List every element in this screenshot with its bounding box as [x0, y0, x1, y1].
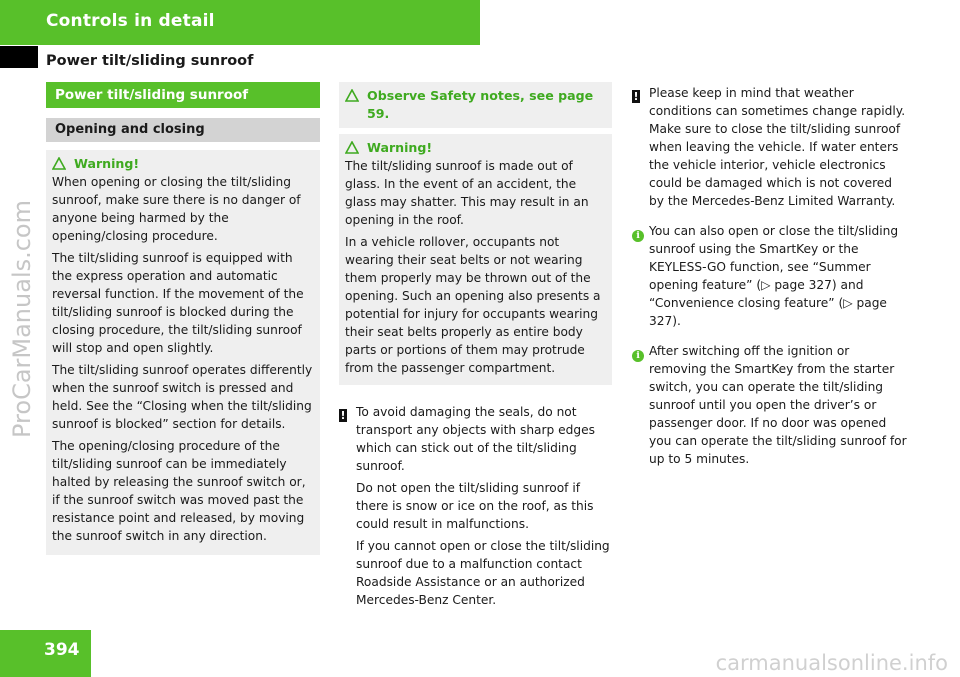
- footer-watermark: carmanualsonline.info: [715, 651, 948, 675]
- warning-paragraph: The opening/closing procedure of the tilt/sliding sunroof can be immediately halted by releasing the sunroof switch or, if the sunroof switch was moved past the resistance point and released, by moving the sunroof switch in any direction.: [52, 439, 306, 543]
- info-text: After switching off the ignition or removing the SmartKey from the starter switch, you can operate the tilt/sliding sunroof until you open the driver’s or passenger door. If no door was opened you can operate the tilt/sliding sunroof for up to 5 minutes.: [649, 344, 907, 466]
- warning-paragraph: When opening or closing the tilt/sliding sunroof, make sure there is no danger of anyone being harmed by the opening/closing procedure.: [52, 175, 301, 243]
- caution-note: [632, 84, 908, 210]
- exclamation-icon: !: [340, 409, 346, 422]
- caution-paragraph: If you cannot open or close the tilt/sliding sunroof due to a malfunction contact Roadside Assistance or an authorized Mercedes-Benz Center.: [356, 539, 610, 607]
- section-heading: Power tilt/sliding sunroof: [46, 82, 320, 108]
- header-tab-marker: [0, 46, 38, 68]
- warning-title: Warning!: [74, 156, 140, 171]
- warning-box: [339, 134, 612, 385]
- warning-box: [46, 150, 320, 555]
- info-text: You can also open or close the tilt/sliding sunroof using the SmartKey or the KEYLESS-GO function, see “Summer opening feature” (▷ page 327) and “Convenience closing feature” (▷ page 327).: [649, 224, 899, 328]
- safety-note-text: Observe Safety notes, see page 59.: [367, 88, 594, 121]
- warning-triangle-icon: [345, 89, 359, 102]
- caution-note: [339, 403, 612, 609]
- safety-note-row: [345, 87, 606, 123]
- right-column: [632, 84, 908, 468]
- warning-title: Warning!: [367, 140, 433, 155]
- page-subtitle: Power tilt/sliding sunroof: [46, 53, 254, 69]
- subsection-heading: Opening and closing: [46, 118, 320, 142]
- warning-paragraph: The tilt/sliding sunroof operates differently when the sunroof switch is pressed and held. See the “Closing when the tilt/sliding sunroof is blocked” section for details.: [52, 363, 313, 431]
- warning-triangle-icon: [345, 141, 359, 154]
- warning-paragraph: In a vehicle rollover, occupants not wearing their seat belts or not wearing them properly may be thrown out of the opening. Such an opening also presents a potential for injury for occupants wearing their seat belts properly as entire body parts or portions of them may protrude from the passenger compartment.: [345, 235, 601, 375]
- safety-note-box: [339, 82, 612, 128]
- side-watermark: ProCarManuals.com: [8, 199, 36, 439]
- info-note: [632, 222, 908, 330]
- caution-paragraph: Do not open the tilt/sliding sunroof if there is snow or ice on the roof, as this could result in malfunctions.: [356, 481, 594, 531]
- info-icon: i: [632, 230, 644, 242]
- caution-paragraph: To avoid damaging the seals, do not transport any objects with sharp edges which can stick out of the tilt/sliding sunroof.: [356, 405, 595, 473]
- page-number: 394: [44, 640, 80, 660]
- chapter-title: Controls in detail: [46, 11, 215, 31]
- info-note: [632, 342, 908, 468]
- warning-triangle-icon: [52, 157, 66, 170]
- warning-title-row: [345, 139, 606, 157]
- warning-paragraph: The tilt/sliding sunroof is made out of glass. In the event of an accident, the glass may shatter. This may result in an opening in the roof.: [345, 159, 589, 227]
- middle-column: [339, 82, 612, 609]
- warning-paragraph: The tilt/sliding sunroof is equipped with the express operation and automatic reversal function. If the movement of the tilt/sliding sunroof is blocked during the closing procedure, the tilt/sliding sunroof will stop and open slightly.: [52, 251, 304, 355]
- exclamation-icon: !: [633, 90, 639, 103]
- caution-text: Please keep in mind that weather conditions can sometimes change rapidly. Make sure to close the tilt/sliding sunroof when leaving the vehicle. If water enters the vehicle interior, vehicle electronics could be damaged which is not covered by the Mercedes-Benz Limited Warranty.: [649, 86, 906, 208]
- info-icon: i: [632, 350, 644, 362]
- left-column: [46, 82, 320, 555]
- warning-title-row: [52, 155, 314, 173]
